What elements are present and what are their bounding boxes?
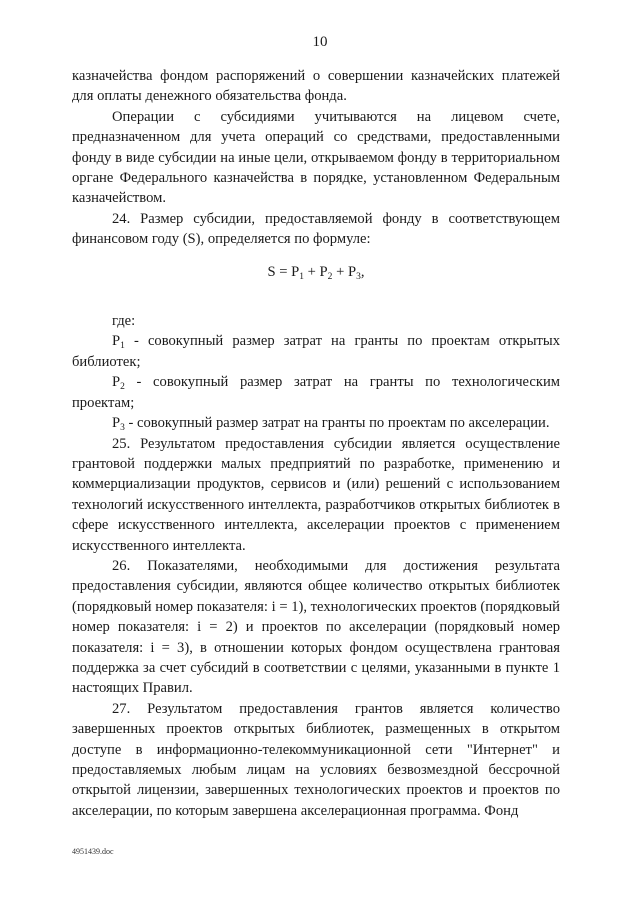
definition-symbol: P [112, 415, 121, 432]
paragraph-25: 25. Результатом предоставления субсидии является осуществление грантовой поддержки малых предприятий по разработке, применению и коммерциализации продуктов, сервисов и (или) решений с использованием технологий искусственного интеллекта, разработчиков открытых библиотек в сфере искусственного интеллекта, акселерации проектов с применением искусственного интеллекта. [72, 435, 560, 554]
formula-plus-2: + P [332, 263, 357, 280]
page-number: 10 [312, 34, 328, 50]
where-label: где: [112, 313, 136, 330]
formula [72, 262, 560, 282]
document-body [72, 66, 560, 821]
definition-subscript: 2 [120, 382, 125, 393]
definition-symbol: P [112, 374, 121, 391]
definition-text: - совокупный размер затрат на гранты по проектам открытых библиотек; [72, 333, 560, 370]
paragraph-24: 24. Размер субсидии, предоставляемой фонду в соответствующем финансовом году (S), определяется по формуле: [72, 210, 560, 248]
paragraph-27: 27. Результатом предоставления грантов является количество завершенных проектов открытых библиотек, размещенных в открытом доступе в информационно-телекоммуникационной сети "Интернет" и предоставляемых любым лицам на условиях безвозмездной бессрочной открытой лицензии, завершенных технологических проектов и проектов по акселерации, по которым завершена акселерационная программа. Фонд [72, 700, 560, 819]
definition-text: - совокупный размер затрат на гранты по проектам по акселерации. [124, 415, 550, 432]
paragraph-26: 26. Показателями, необходимыми для достижения результата предоставления субсидии, являются общее количество открытых библиотек (порядковый номер показателя: i = 1), технологических проектов (порядковый номер показателя: i = 2) и проектов по акселерации (порядковый номер показателя: i = 3), в отношении которых фондом осуществлена грантовая поддержка за счет субсидий в соответствии с целями, указанными в пункте 1 настоящих Правил. [72, 557, 560, 697]
definition-text: - совокупный размер затрат на гранты по технологическим проектам; [72, 374, 560, 411]
definition-symbol: P [112, 333, 121, 350]
definition-p3 [72, 413, 560, 433]
formula-plus-1: + P [304, 263, 328, 280]
paragraph-operations: Операции с субсидиями учитываются на лицевом счете, предназначенном для учета операций со средствами, предоставленными фонду в виде субсидии на иные цели, открываемом фонду в территориальном органе Федерального казначейства в порядке, установленном Федеральным казначейством. [72, 108, 560, 207]
definition-p1 [72, 331, 560, 372]
definition-subscript: 3 [120, 423, 125, 434]
paragraph-continuation: казначейства фондом распоряжений о совершении казначейских платежей для оплаты денежного обязательства фонда. [72, 68, 560, 105]
formula-sub-2: 2 [327, 271, 333, 282]
document-footer-filename: 4951439.doc [72, 847, 114, 856]
definition-subscript: 1 [120, 341, 125, 352]
formula-lhs: S = P [267, 263, 300, 280]
formula-sub-1: 1 [299, 271, 305, 282]
formula-sub-3: 3 [356, 271, 361, 282]
formula-end: , [360, 263, 365, 280]
definition-p2 [72, 372, 560, 413]
